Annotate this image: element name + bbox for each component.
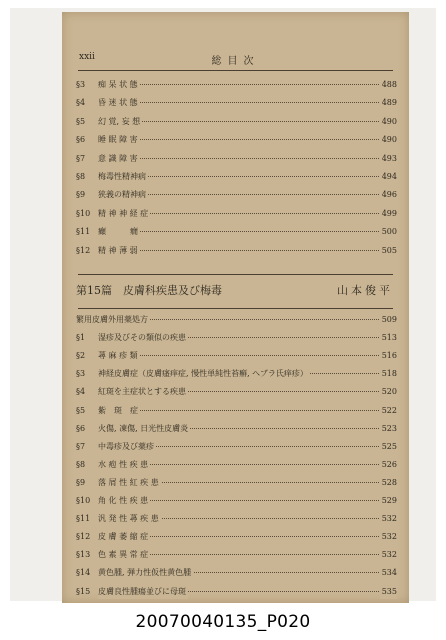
entry-title: 皮 膚 萎 縮 症 xyxy=(98,530,150,544)
entry-page: 505 xyxy=(380,244,397,258)
toc-entry xyxy=(76,244,397,258)
toc-entry xyxy=(76,422,397,436)
entry-page: 518 xyxy=(380,367,397,381)
dot-leader xyxy=(98,84,397,85)
toc-entry xyxy=(76,458,397,472)
section-number: §9 xyxy=(76,477,86,487)
entry-title: 紅斑を主症状とする疾患 xyxy=(98,385,188,399)
dot-leader xyxy=(98,102,397,103)
entry-title: 繁用皮膚外用薬処方 xyxy=(76,313,150,327)
toc-entry xyxy=(76,115,397,129)
section-number: §5 xyxy=(76,405,86,415)
entry-page: 522 xyxy=(380,404,397,418)
section-number: §4 xyxy=(76,387,86,397)
section-number: §4 xyxy=(76,98,86,108)
section-number: §12 xyxy=(76,245,91,255)
entry-page: 496 xyxy=(380,188,397,202)
toc-entry xyxy=(76,476,397,490)
entry-page: 513 xyxy=(380,331,397,345)
entry-title: 汎 発 性 蕁 疾 患 xyxy=(98,512,161,526)
entry-page: 532 xyxy=(380,548,397,562)
part-author: 山本俊平 xyxy=(337,284,393,297)
header-rule xyxy=(78,70,393,71)
toc-entry xyxy=(76,349,397,363)
section-number: §15 xyxy=(76,586,91,596)
page-header xyxy=(62,52,409,66)
dot-leader xyxy=(98,355,397,356)
entry-title: 落 屑 性 紅 疾 患 xyxy=(98,476,161,490)
entry-title: 幻 覚, 妄 想 xyxy=(98,115,142,129)
section-number: §14 xyxy=(76,568,91,578)
entry-title: 火傷, 凍傷, 日光性皮膚炎 xyxy=(98,422,190,436)
section-number: §10 xyxy=(76,208,91,218)
page-number: xxii xyxy=(79,52,95,62)
entry-title: 癲 癇 xyxy=(98,225,140,239)
section-number: §9 xyxy=(76,190,86,200)
dot-leader xyxy=(98,121,397,122)
entry-title: 精 神 薄 弱 xyxy=(98,244,140,258)
entry-page: 509 xyxy=(380,313,397,327)
entry-page: 535 xyxy=(380,585,397,599)
entry-page: 520 xyxy=(380,385,397,399)
entry-title: 皮膚良性腫瘍並びに母斑 xyxy=(98,585,188,599)
toc-entry xyxy=(76,78,397,92)
section-number: §11 xyxy=(76,514,91,524)
part-rule-top xyxy=(78,274,393,275)
dot-leader xyxy=(98,139,397,140)
section-number: §7 xyxy=(76,153,86,163)
section-number: §13 xyxy=(76,550,91,560)
section-number: §2 xyxy=(76,351,86,361)
toc-entry xyxy=(76,385,397,399)
toc-entry xyxy=(76,170,397,184)
dot-leader xyxy=(98,158,397,159)
entry-page: 488 xyxy=(380,78,397,92)
entry-title: 睡 眠 障 害 xyxy=(98,133,140,147)
toc-entry xyxy=(76,207,397,221)
toc-entry xyxy=(76,367,397,381)
book-page xyxy=(62,12,409,603)
entry-page: 493 xyxy=(380,152,397,166)
dot-leader xyxy=(98,231,397,232)
dot-leader xyxy=(98,250,397,251)
part-rule-bottom xyxy=(78,308,393,309)
section-number: §5 xyxy=(76,116,86,126)
section-number: §12 xyxy=(76,532,91,542)
toc-entry xyxy=(76,566,397,580)
entry-page: 532 xyxy=(380,530,397,544)
toc-entry xyxy=(76,585,397,599)
section-number: §7 xyxy=(76,441,86,451)
entry-title: 梅毒性精神病 xyxy=(98,170,148,184)
entry-page: 489 xyxy=(380,96,397,110)
entry-title: 水 疱 性 疾 患 xyxy=(98,458,150,472)
entry-page: 494 xyxy=(380,170,397,184)
toc-entry xyxy=(76,152,397,166)
entry-page: 525 xyxy=(380,440,397,454)
entry-title: 昏 迷 状 態 xyxy=(98,96,140,110)
toc-entry xyxy=(76,331,397,345)
toc-entry xyxy=(76,96,397,110)
entry-page: 528 xyxy=(380,476,397,490)
entry-page: 516 xyxy=(380,349,397,363)
entry-page: 490 xyxy=(380,115,397,129)
entry-page: 532 xyxy=(380,512,397,526)
entry-title: 精 神 神 経 症 xyxy=(98,207,150,221)
section-number: §8 xyxy=(76,459,86,469)
section-number: §11 xyxy=(76,227,91,237)
entry-page: 534 xyxy=(380,566,397,580)
section-number: §6 xyxy=(76,423,86,433)
part-title: 第15篇 皮膚科疾患及び梅毒 xyxy=(76,284,222,297)
entry-title: 蕁 麻 疹 類 xyxy=(98,349,140,363)
section-number: §3 xyxy=(76,80,86,89)
entry-title: 中毒疹及び薬疹 xyxy=(98,440,156,454)
entry-page: 490 xyxy=(380,133,397,147)
entry-page: 499 xyxy=(380,207,397,221)
entry-page: 526 xyxy=(380,458,397,472)
toc-entry xyxy=(76,188,397,202)
entry-page: 529 xyxy=(380,494,397,508)
section-number: §8 xyxy=(76,172,86,181)
entry-title: 紫 斑 症 xyxy=(98,404,140,418)
section-number: §1 xyxy=(76,333,86,343)
entry-page: 500 xyxy=(380,225,397,239)
toc-entry xyxy=(76,133,397,147)
toc-entry xyxy=(76,225,397,239)
entry-title: 狭義の精神病 xyxy=(98,188,148,202)
toc-entry xyxy=(76,313,397,327)
toc-entry xyxy=(76,440,397,454)
toc-entry xyxy=(76,494,397,508)
toc-entry xyxy=(76,548,397,562)
entry-title: 黄色腫, 弾力性仮性黄色腫 xyxy=(98,566,193,580)
toc-entry xyxy=(76,404,397,418)
page-header-title: 総目次 xyxy=(211,56,260,67)
entry-title: 痴 呆 状 態 xyxy=(98,78,140,92)
entry-title: 角 化 性 疾 患 xyxy=(98,494,150,508)
section-number: §10 xyxy=(76,496,91,505)
entry-title: 意 識 障 害 xyxy=(98,152,140,166)
toc-entry xyxy=(76,512,397,526)
entry-title: 神経皮膚症（皮膚瘙痒症, 慢性単純性苔癬, ヘブラ氏痒疹） xyxy=(98,367,310,381)
entry-page: 523 xyxy=(380,422,397,436)
image-caption: 20070040135_P020 xyxy=(135,612,311,632)
entry-title: 湿疹及びその類似の疾患 xyxy=(98,331,188,345)
section-number: §3 xyxy=(76,369,86,379)
part-heading xyxy=(76,282,393,300)
toc-entry xyxy=(76,530,397,544)
section-number: §6 xyxy=(76,135,86,145)
entry-title: 色 素 異 常 症 xyxy=(98,548,150,562)
dot-leader xyxy=(98,410,397,411)
